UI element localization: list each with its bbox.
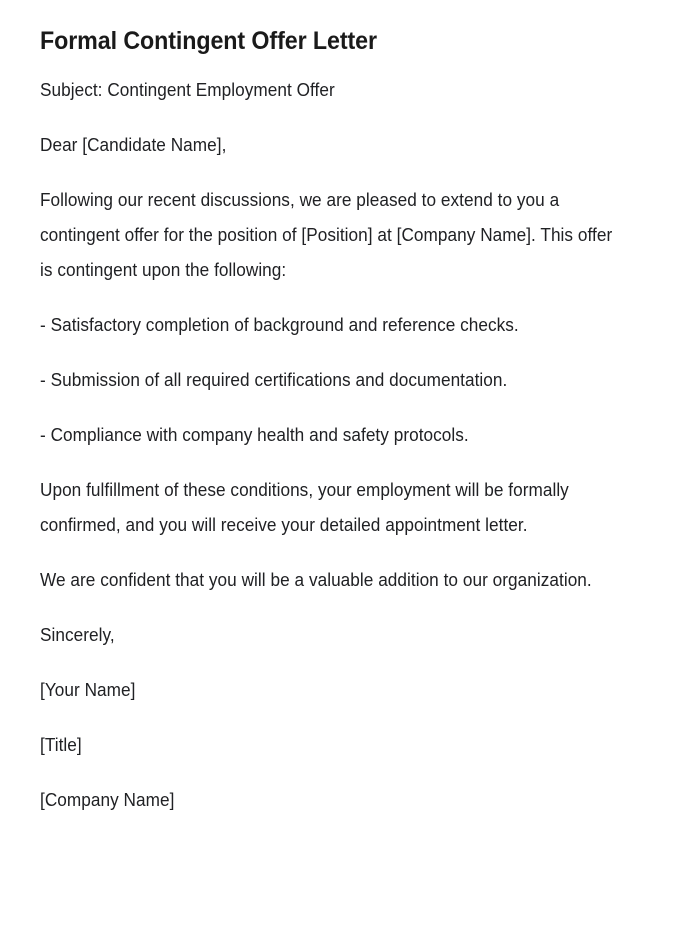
- intro-paragraph: Following our recent discussions, we are pleased to extend to you a contingent offer for the position of [Position] at [Company Name]. This offer is contingent upon the following:: [40, 190, 613, 280]
- signature-name: [Your Name]: [40, 680, 136, 700]
- confidence-paragraph: We are confident that you will be a valuable addition to our organization.: [40, 570, 592, 590]
- condition-item-2: - Submission of all required certifications and documentation.: [40, 370, 508, 390]
- fulfillment-paragraph: Upon fulfillment of these conditions, your employment will be formally confirmed, and you will receive your detailed appointment letter.: [40, 480, 569, 535]
- page-title: Formal Contingent Offer Letter: [40, 27, 377, 55]
- letter-body: [40, 73, 660, 818]
- condition-item-3: - Compliance with company health and safety protocols.: [40, 425, 469, 445]
- closing-line: Sincerely,: [40, 625, 115, 645]
- salutation-line: Dear [Candidate Name],: [40, 135, 227, 155]
- signature-company: [Company Name]: [40, 790, 175, 810]
- subject-line: Subject: Contingent Employment Offer: [40, 80, 335, 100]
- condition-item-1: - Satisfactory completion of background and reference checks.: [40, 315, 519, 335]
- signature-title: [Title]: [40, 735, 82, 755]
